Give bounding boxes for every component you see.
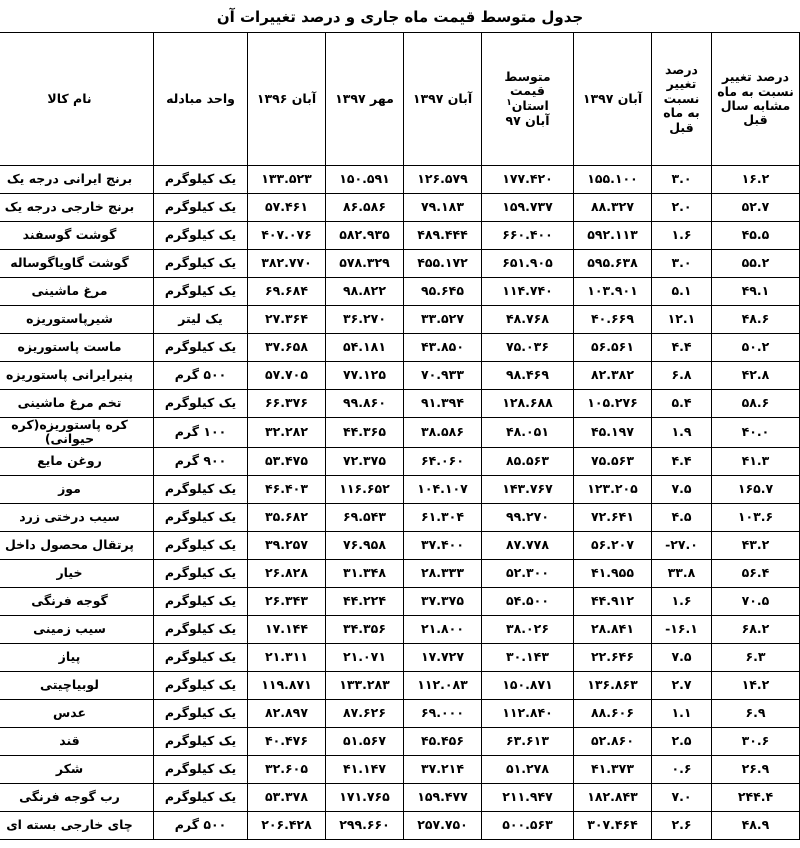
cell-aban-1397: ۱۲۳.۲۰۵ (574, 475, 652, 503)
column-header-aban-1397-b (404, 33, 482, 166)
cell-mehr-1397: ۳۴.۳۵۶ (326, 615, 404, 643)
cell-mehr-1397: ۴۱.۱۴۷ (326, 755, 404, 783)
cell-aban-1397: ۲۸.۸۴۱ (574, 615, 652, 643)
cell-aban-1397: ۸۸.۳۲۷ (574, 194, 652, 222)
cell-name: عدس (0, 699, 154, 727)
cell-unit: یک لیتر (154, 306, 248, 334)
cell-aban-1397-b: ۷۹.۱۸۳ (404, 194, 482, 222)
cell-aban-1397-b: ۷۰.۹۳۳ (404, 362, 482, 390)
cell-pct-month: ۱.۹ (652, 418, 712, 448)
cell-pct-month: ۷.۵ (652, 475, 712, 503)
cell-pct-month: ۶.۸ (652, 362, 712, 390)
cell-name: رب گوجه فرنگی (0, 783, 154, 811)
cell-aban-1397-b: ۶۴.۰۶۰ (404, 447, 482, 475)
cell-unit: ۵۰۰ گرم (154, 362, 248, 390)
cell-aban-1397-b: ۴۵.۴۵۶ (404, 727, 482, 755)
cell-aban-1396: ۴۰.۴۷۶ (248, 727, 326, 755)
cell-name: قند (0, 727, 154, 755)
cell-pct-year: ۷۰.۵ (712, 587, 800, 615)
column-header-pct-year (712, 33, 800, 166)
cell-aban-1397-b: ۲۸.۳۳۳ (404, 559, 482, 587)
cell-aban-1397-b: ۶۹.۰۰۰ (404, 699, 482, 727)
cell-name: گوجه فرنگی (0, 587, 154, 615)
cell-aban-1397-b: ۱۷.۷۲۷ (404, 643, 482, 671)
table-row (0, 587, 800, 615)
cell-aban-1397: ۷۲.۶۴۱ (574, 503, 652, 531)
cell-mehr-1397: ۳۶.۲۷۰ (326, 306, 404, 334)
table-row (0, 643, 800, 671)
cell-aban-1396: ۶۶.۳۷۶ (248, 390, 326, 418)
cell-unit: یک کیلوگرم (154, 503, 248, 531)
cell-mehr-1397: ۶۹.۵۴۳ (326, 503, 404, 531)
cell-unit: یک کیلوگرم (154, 671, 248, 699)
cell-aban-1396: ۸۲.۸۹۷ (248, 699, 326, 727)
column-header-pct-year-label: درصد تغییر نسبت به ماه مشابه سال قبل (717, 69, 794, 128)
cell-unit: یک کیلوگرم (154, 194, 248, 222)
cell-unit: ۱۰۰ گرم (154, 418, 248, 448)
cell-aban-1397-b: ۱۰۴.۱۰۷ (404, 475, 482, 503)
cell-aban-1397: ۸۲.۳۸۲ (574, 362, 652, 390)
cell-mehr-1397: ۷۲.۳۷۵ (326, 447, 404, 475)
cell-estan-avg: ۶۶۰.۴۰۰ (482, 222, 574, 250)
cell-mehr-1397: ۵۱.۵۶۷ (326, 727, 404, 755)
cell-name: برنج ایرانی درجه یک (0, 166, 154, 194)
cell-estan-avg: ۷۵.۰۳۶ (482, 334, 574, 362)
table-row (0, 615, 800, 643)
cell-estan-avg: ۳۰.۱۴۳ (482, 643, 574, 671)
cell-aban-1397: ۱۰۵.۲۷۶ (574, 390, 652, 418)
cell-unit: یک کیلوگرم (154, 390, 248, 418)
cell-name: پیاز (0, 643, 154, 671)
cell-unit: یک کیلوگرم (154, 727, 248, 755)
cell-mehr-1397: ۵۸۲.۹۳۵ (326, 222, 404, 250)
cell-aban-1397: ۴۴.۹۱۲ (574, 587, 652, 615)
cell-name: سیب درختی زرد (0, 503, 154, 531)
cell-aban-1397-b: ۴۳.۸۵۰ (404, 334, 482, 362)
cell-aban-1397: ۵۹۲.۱۱۳ (574, 222, 652, 250)
table-row (0, 447, 800, 475)
cell-aban-1396: ۲۷.۳۶۴ (248, 306, 326, 334)
cell-aban-1397: ۲۲.۶۴۶ (574, 643, 652, 671)
cell-unit: یک کیلوگرم (154, 166, 248, 194)
table-row (0, 418, 800, 448)
cell-aban-1397: ۱۵۵.۱۰۰ (574, 166, 652, 194)
table-row (0, 503, 800, 531)
cell-unit: ۵۰۰ گرم (154, 811, 248, 839)
table-row (0, 531, 800, 559)
cell-estan-avg: ۴۸.۰۵۱ (482, 418, 574, 448)
cell-mehr-1397: ۹۸.۸۲۲ (326, 278, 404, 306)
cell-aban-1397-b: ۳۷.۴۰۰ (404, 531, 482, 559)
cell-pct-year: ۴۸.۶ (712, 306, 800, 334)
cell-estan-avg: ۱۱۴.۷۴۰ (482, 278, 574, 306)
cell-estan-avg: ۲۱۱.۹۴۷ (482, 783, 574, 811)
cell-pct-month: ۴.۴ (652, 447, 712, 475)
cell-pct-year: ۴۲.۸ (712, 362, 800, 390)
cell-pct-month: ۵.۱ (652, 278, 712, 306)
cell-aban-1397: ۱۸۲.۸۴۳ (574, 783, 652, 811)
price-table (0, 32, 800, 840)
table-row (0, 727, 800, 755)
table-row (0, 250, 800, 278)
cell-aban-1396: ۳۲.۲۸۲ (248, 418, 326, 448)
column-header-mehr-1397 (326, 33, 404, 166)
table-row (0, 699, 800, 727)
cell-unit: یک کیلوگرم (154, 699, 248, 727)
cell-mehr-1397: ۱۷۱.۷۶۵ (326, 783, 404, 811)
cell-aban-1397-b: ۹۵.۶۴۵ (404, 278, 482, 306)
cell-unit: یک کیلوگرم (154, 475, 248, 503)
cell-unit: یک کیلوگرم (154, 531, 248, 559)
cell-name: پرتقال محصول داخل (0, 531, 154, 559)
cell-aban-1397-b: ۹۱.۳۹۴ (404, 390, 482, 418)
column-header-aban-1397-label: آبان ۱۳۹۷ (582, 90, 643, 106)
cell-pct-month: ۷.۰ (652, 783, 712, 811)
cell-estan-avg: ۱۴۳.۷۶۷ (482, 475, 574, 503)
cell-pct-month: ۱.۱ (652, 699, 712, 727)
cell-name: روغن مایع (0, 447, 154, 475)
cell-pct-month: ۳.۰ (652, 166, 712, 194)
cell-aban-1397: ۵۶.۲۰۷ (574, 531, 652, 559)
cell-estan-avg: ۸۵.۵۶۳ (482, 447, 574, 475)
cell-mehr-1397: ۱۳۳.۲۸۳ (326, 671, 404, 699)
cell-aban-1397-b: ۴۵۵.۱۷۲ (404, 250, 482, 278)
cell-estan-avg: ۵۴.۵۰۰ (482, 587, 574, 615)
column-header-estan-average (482, 33, 574, 166)
cell-estan-avg: ۶۳.۶۱۳ (482, 727, 574, 755)
cell-estan-avg: ۵۲.۳۰۰ (482, 559, 574, 587)
cell-aban-1396: ۲۶.۸۲۸ (248, 559, 326, 587)
cell-mehr-1397: ۵۴.۱۸۱ (326, 334, 404, 362)
cell-aban-1396: ۳۸۲.۷۷۰ (248, 250, 326, 278)
cell-aban-1397-b: ۴۸۹.۴۴۴ (404, 222, 482, 250)
cell-aban-1397-b: ۱۵۹.۴۷۷ (404, 783, 482, 811)
cell-pct-month: ۲.۵ (652, 727, 712, 755)
cell-aban-1396: ۲۱.۳۱۱ (248, 643, 326, 671)
column-header-name-label: نام کالا (47, 90, 92, 106)
cell-mehr-1397: ۳۱.۳۴۸ (326, 559, 404, 587)
cell-name: برنج خارجی درجه یک (0, 194, 154, 222)
cell-aban-1397: ۷۵.۵۶۳ (574, 447, 652, 475)
table-body (0, 166, 800, 840)
cell-pct-month: ۳.۰ (652, 250, 712, 278)
cell-name: موز (0, 475, 154, 503)
cell-estan-avg: ۱۱۲.۸۴۰ (482, 699, 574, 727)
cell-mehr-1397: ۱۱۶.۶۵۲ (326, 475, 404, 503)
table-row (0, 278, 800, 306)
cell-aban-1396: ۳۲.۶۰۵ (248, 755, 326, 783)
cell-name: ماست پاستوریزه (0, 334, 154, 362)
cell-mehr-1397: ۸۷.۶۲۶ (326, 699, 404, 727)
cell-estan-avg: ۶۵۱.۹۰۵ (482, 250, 574, 278)
cell-pct-year: ۳۰.۶ (712, 727, 800, 755)
cell-name: شکر (0, 755, 154, 783)
cell-mehr-1397: ۲۱.۰۷۱ (326, 643, 404, 671)
cell-pct-year: ۱۰۳.۶ (712, 503, 800, 531)
cell-mehr-1397: ۵۷۸.۳۲۹ (326, 250, 404, 278)
cell-pct-year: ۲۴۴.۴ (712, 783, 800, 811)
cell-pct-year: ۲۶.۹ (712, 755, 800, 783)
cell-pct-month: ۲.۰ (652, 194, 712, 222)
column-header-pct-month-label: درصد تغییر نسبت به ماه قبل (663, 62, 700, 135)
table-row (0, 222, 800, 250)
cell-name: تخم مرغ ماشینی (0, 390, 154, 418)
cell-unit: یک کیلوگرم (154, 250, 248, 278)
cell-estan-avg: ۳۸.۰۲۶ (482, 615, 574, 643)
cell-estan-avg: ۵۰۰.۵۶۳ (482, 811, 574, 839)
cell-unit: یک کیلوگرم (154, 755, 248, 783)
column-header-mehr-1397-label: مهر ۱۳۹۷ (335, 90, 394, 106)
cell-aban-1397: ۴۰.۶۶۹ (574, 306, 652, 334)
cell-pct-month: ۱۲.۱ (652, 306, 712, 334)
cell-pct-year: ۴۱.۳ (712, 447, 800, 475)
cell-mehr-1397: ۹۹.۸۶۰ (326, 390, 404, 418)
cell-unit: یک کیلوگرم (154, 643, 248, 671)
cell-mehr-1397: ۲۹۹.۶۶۰ (326, 811, 404, 839)
column-header-pct-month (652, 33, 712, 166)
cell-estan-avg: ۴۸.۷۶۸ (482, 306, 574, 334)
table-row (0, 194, 800, 222)
cell-name: لوبیاچیتی (0, 671, 154, 699)
column-header-estan-average-footnote: ۱ (506, 98, 512, 109)
cell-pct-year: ۵۸.۶ (712, 390, 800, 418)
cell-pct-month: ۵.۴ (652, 390, 712, 418)
cell-aban-1396: ۲۶.۳۴۳ (248, 587, 326, 615)
cell-aban-1396: ۲۰۶.۴۲۸ (248, 811, 326, 839)
cell-aban-1396: ۶۹.۶۸۴ (248, 278, 326, 306)
column-header-name (0, 33, 154, 166)
cell-name: شیرپاستوریزه (0, 306, 154, 334)
table-row (0, 811, 800, 839)
cell-unit: یک کیلوگرم (154, 615, 248, 643)
page-title: جدول متوسط قیمت ماه جاری و درصد تغییرات آن (216, 8, 584, 26)
cell-pct-year: ۵۶.۴ (712, 559, 800, 587)
cell-mehr-1397: ۱۵۰.۵۹۱ (326, 166, 404, 194)
cell-aban-1396: ۴۰۷.۰۷۶ (248, 222, 326, 250)
cell-aban-1397-b: ۶۱.۳۰۴ (404, 503, 482, 531)
cell-aban-1397-b: ۱۱۲.۰۸۳ (404, 671, 482, 699)
cell-mehr-1397: ۴۴.۲۲۴ (326, 587, 404, 615)
cell-aban-1396: ۵۷.۴۶۱ (248, 194, 326, 222)
cell-pct-month: ۱.۶ (652, 222, 712, 250)
column-header-estan-average-label: متوسط قیمت استان (504, 68, 551, 114)
cell-pct-month: ۲.۶ (652, 811, 712, 839)
table-row (0, 334, 800, 362)
cell-aban-1396: ۱۷.۱۴۴ (248, 615, 326, 643)
column-header-aban-1397 (574, 33, 652, 166)
cell-unit: یک کیلوگرم (154, 278, 248, 306)
cell-unit: یک کیلوگرم (154, 222, 248, 250)
cell-pct-month: ۳۳.۸ (652, 559, 712, 587)
table-row (0, 783, 800, 811)
cell-aban-1397-b: ۳۷.۲۱۴ (404, 755, 482, 783)
table-row (0, 475, 800, 503)
cell-pct-year: ۵۰.۲ (712, 334, 800, 362)
cell-name: سیب زمینی (0, 615, 154, 643)
cell-estan-avg: ۵۱.۲۷۸ (482, 755, 574, 783)
cell-pct-month: ۷.۵ (652, 643, 712, 671)
cell-pct-year: ۱۶۵.۷ (712, 475, 800, 503)
cell-aban-1397: ۵۶.۵۶۱ (574, 334, 652, 362)
cell-unit: یک کیلوگرم (154, 783, 248, 811)
cell-pct-month: ۲۷.۰- (652, 531, 712, 559)
cell-aban-1396: ۵۳.۳۷۸ (248, 783, 326, 811)
cell-aban-1397-b: ۱۲۶.۵۷۹ (404, 166, 482, 194)
cell-estan-avg: ۹۸.۴۶۹ (482, 362, 574, 390)
table-row (0, 559, 800, 587)
column-header-aban-1396-label: آبان ۱۳۹۶ (256, 90, 317, 106)
table-row (0, 166, 800, 194)
cell-pct-month: ۱.۶ (652, 587, 712, 615)
cell-pct-year: ۴۳.۲ (712, 531, 800, 559)
cell-pct-year: ۵۵.۲ (712, 250, 800, 278)
cell-aban-1396: ۱۳۳.۵۲۳ (248, 166, 326, 194)
cell-pct-year: ۶.۹ (712, 699, 800, 727)
cell-unit: یک کیلوگرم (154, 334, 248, 362)
cell-pct-month: ۴.۴ (652, 334, 712, 362)
cell-aban-1397-b: ۳۷.۳۷۵ (404, 587, 482, 615)
cell-aban-1396: ۴۶.۴۰۳ (248, 475, 326, 503)
cell-aban-1397-b: ۲۱.۸۰۰ (404, 615, 482, 643)
cell-estan-avg: ۱۵۹.۷۳۷ (482, 194, 574, 222)
cell-pct-year: ۴۹.۱ (712, 278, 800, 306)
cell-name: گوشت گاو‌یاگوساله (0, 250, 154, 278)
cell-pct-year: ۶.۳ (712, 643, 800, 671)
cell-estan-avg: ۱۲۸.۶۸۸ (482, 390, 574, 418)
cell-aban-1396: ۵۷.۷۰۵ (248, 362, 326, 390)
cell-aban-1397: ۴۵.۱۹۷ (574, 418, 652, 448)
cell-mehr-1397: ۷۷.۱۲۵ (326, 362, 404, 390)
cell-pct-year: ۴۰.۰ (712, 418, 800, 448)
cell-pct-month: ۱۶.۱- (652, 615, 712, 643)
column-header-unit (154, 33, 248, 166)
cell-pct-month: ۲.۷ (652, 671, 712, 699)
cell-aban-1397: ۴۱.۳۷۳ (574, 755, 652, 783)
cell-unit: ۹۰۰ گرم (154, 447, 248, 475)
cell-aban-1397-b: ۳۳.۵۲۷ (404, 306, 482, 334)
cell-aban-1396: ۵۳.۴۷۵ (248, 447, 326, 475)
cell-mehr-1397: ۴۴.۳۶۵ (326, 418, 404, 448)
cell-name: گوشت گوسفند (0, 222, 154, 250)
cell-aban-1397-b: ۲۵۷.۷۵۰ (404, 811, 482, 839)
cell-aban-1396: ۳۵.۶۸۲ (248, 503, 326, 531)
cell-mehr-1397: ۸۶.۵۸۶ (326, 194, 404, 222)
cell-aban-1397: ۸۸.۶۰۶ (574, 699, 652, 727)
cell-aban-1397: ۱۰۳.۹۰۱ (574, 278, 652, 306)
cell-name: کره پاستوریزه(کره حیوانی) (0, 418, 154, 448)
cell-aban-1397: ۱۳۶.۸۶۳ (574, 671, 652, 699)
cell-name: خیار (0, 559, 154, 587)
cell-name: چای خارجی بسته ای (0, 811, 154, 839)
table-header-row (0, 33, 800, 166)
cell-aban-1396: ۳۹.۲۵۷ (248, 531, 326, 559)
cell-estan-avg: ۹۹.۲۷۰ (482, 503, 574, 531)
cell-aban-1397: ۵۲.۸۶۰ (574, 727, 652, 755)
cell-pct-year: ۴۵.۵ (712, 222, 800, 250)
cell-estan-avg: ۱۵۰.۸۷۱ (482, 671, 574, 699)
cell-aban-1397-b: ۳۸.۵۸۶ (404, 418, 482, 448)
column-header-aban-1397-b-label: آبان ۱۳۹۷ (412, 90, 473, 106)
table-row (0, 306, 800, 334)
cell-estan-avg: ۸۷.۷۷۸ (482, 531, 574, 559)
cell-pct-month: ۴.۵ (652, 503, 712, 531)
cell-pct-year: ۱۴.۲ (712, 671, 800, 699)
cell-aban-1397: ۳۰۷.۴۶۴ (574, 811, 652, 839)
cell-aban-1396: ۱۱۹.۸۷۱ (248, 671, 326, 699)
table-row (0, 390, 800, 418)
cell-aban-1397: ۴۱.۹۵۵ (574, 559, 652, 587)
cell-pct-year: ۶۸.۲ (712, 615, 800, 643)
cell-unit: یک کیلوگرم (154, 587, 248, 615)
table-row (0, 362, 800, 390)
cell-pct-year: ۱۶.۲ (712, 166, 800, 194)
cell-name: پنیرایرانی پاستوریزه (0, 362, 154, 390)
cell-unit: یک کیلوگرم (154, 559, 248, 587)
cell-pct-month: ۰.۶ (652, 755, 712, 783)
cell-aban-1396: ۳۷.۶۵۸ (248, 334, 326, 362)
column-header-estan-average-sub: آبان ۹۷ (505, 112, 550, 128)
cell-mehr-1397: ۷۶.۹۵۸ (326, 531, 404, 559)
column-header-aban-1396 (248, 33, 326, 166)
table-row (0, 755, 800, 783)
table-row (0, 671, 800, 699)
column-header-unit-label: واحد مبادله (166, 90, 235, 106)
cell-pct-year: ۴۸.۹ (712, 811, 800, 839)
cell-aban-1397: ۵۹۵.۶۳۸ (574, 250, 652, 278)
cell-estan-avg: ۱۷۷.۴۲۰ (482, 166, 574, 194)
cell-name: مرغ ماشینی (0, 278, 154, 306)
cell-pct-year: ۵۲.۷ (712, 194, 800, 222)
